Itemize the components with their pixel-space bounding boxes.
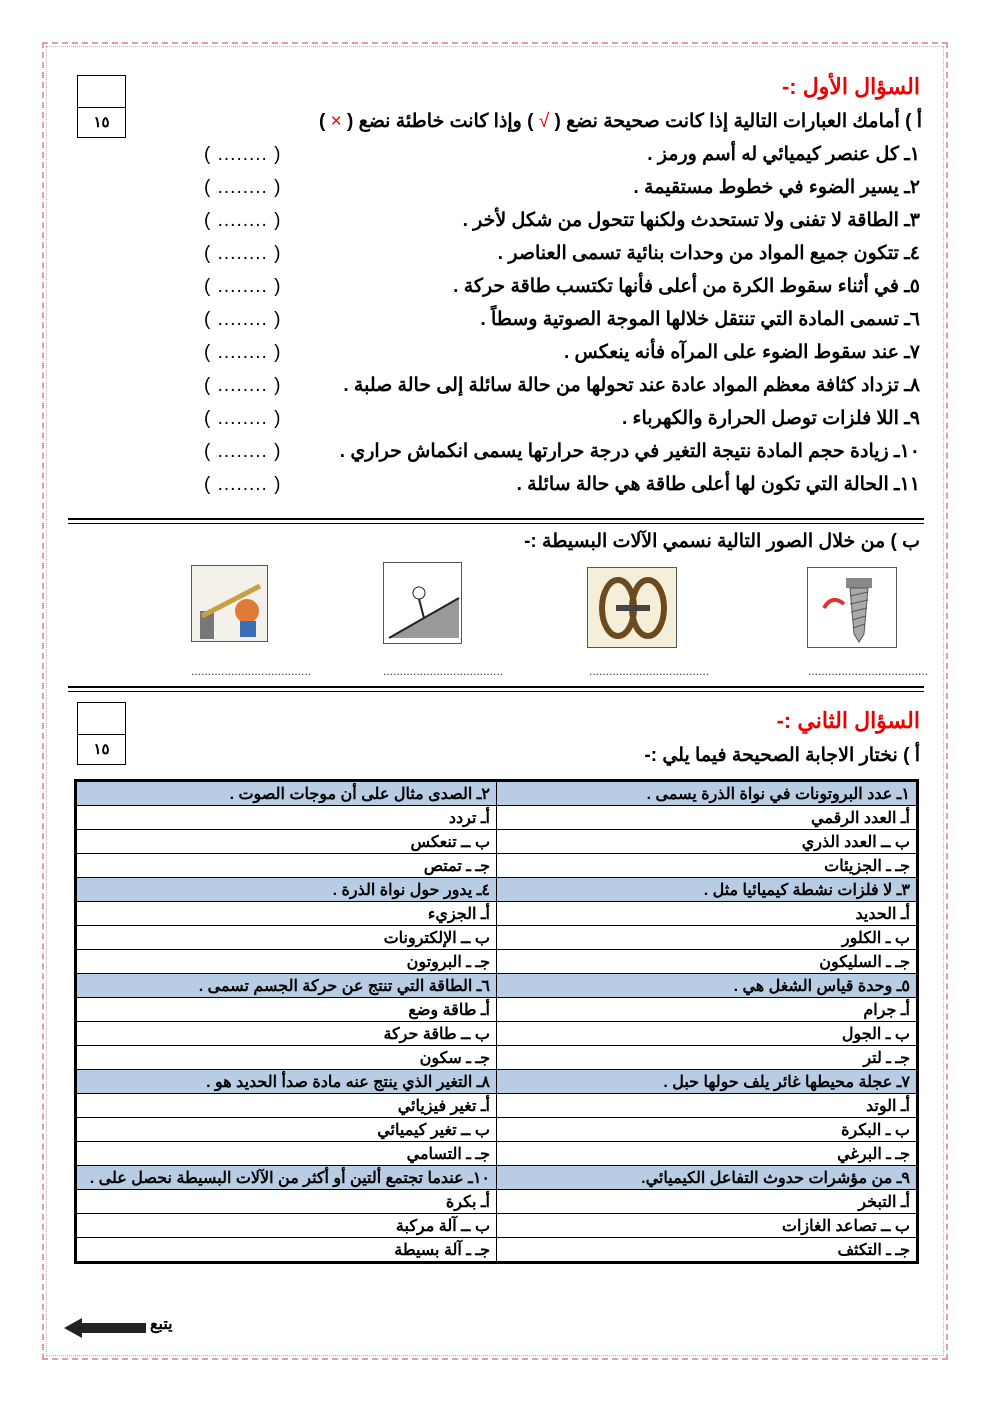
option-row <box>76 950 918 974</box>
lever-image <box>191 565 268 642</box>
option-row <box>76 1214 918 1238</box>
answer-option[interactable]: ب ـ البكرة <box>497 1118 918 1142</box>
question-row <box>76 878 918 902</box>
answer-option[interactable]: جـ ـ آلة بسيطة <box>76 1238 497 1263</box>
answer-option[interactable]: أـ تغير فيزيائي <box>76 1094 497 1118</box>
answer-option[interactable]: ب ــ العدد الذري <box>497 830 918 854</box>
answer-option[interactable]: جـ ـ الجزيئات <box>497 854 918 878</box>
answer-option[interactable]: أـ جرام <box>497 998 918 1022</box>
true-false-statement: ٣ـ الطاقة لا تفنى ولا تستحدث ولكنها تتحول من شكل لأخر . <box>462 210 920 231</box>
answer-option[interactable]: ب ــ تصاعد الغازات <box>497 1214 918 1238</box>
true-false-statement: ٧ـ عند سقوط الضوء على المرآه فأنه ينعكس . <box>563 342 920 363</box>
answer-option[interactable]: أـ طاقة وضع <box>76 998 497 1022</box>
continue-arrow-icon <box>64 1317 148 1344</box>
question-text: ١ـ عدد البروتونات في نواة الذرة يسمى . <box>497 781 918 806</box>
true-false-statement: ٦ـ تسمى المادة التي تنتقل خلالها الموجة الصوتية وسطاً . <box>480 309 920 330</box>
answer-option[interactable]: ب ـ الكلور <box>497 926 918 950</box>
question-text: ٣ـ لا فلزات نشطة كيميائيا مثل . <box>497 878 918 902</box>
answer-option[interactable]: ب ــ تنعكس <box>76 830 497 854</box>
answer-blank[interactable]: ( ........ ) <box>204 441 282 462</box>
wheel-and-axle-image <box>587 567 677 648</box>
question-text: ٩ـ من مؤشرات حدوث التفاعل الكيميائي. <box>497 1166 918 1190</box>
part-b-heading: ب ) من خلال الصور التالية نسمي الآلات البسيطة :- <box>524 531 920 552</box>
check-mark-icon: √ <box>538 111 550 132</box>
answer-line[interactable]: .................................... <box>808 664 929 678</box>
answer-option[interactable]: ب ــ تغير كيميائي <box>76 1118 497 1142</box>
answer-option[interactable]: جـ ـ سكون <box>76 1046 497 1070</box>
continue-label: يتبع <box>150 1316 173 1333</box>
inclined-plane-image <box>383 562 462 644</box>
answer-option[interactable]: ب ــ آلة مركبة <box>76 1214 497 1238</box>
answer-option[interactable]: جـ ـ تمتص <box>76 854 497 878</box>
answer-option[interactable]: جـ ـ لتر <box>497 1046 918 1070</box>
question-text: ٧ـ عجلة محيطها غائر يلف حولها حبل . <box>497 1070 918 1094</box>
q1-instructions <box>319 110 922 133</box>
section-divider <box>68 518 924 524</box>
question-text: ٨ـ التغير الذي ينتج عنه مادة صدأ الحديد هو . <box>76 1070 497 1094</box>
true-false-statement: ٨ـ تزداد كثافة معظم المواد عادة عند تحولها من حالة سائلة إلى حالة صلبة . <box>343 375 920 396</box>
score-value: ١٥ <box>93 741 110 758</box>
q2-title: السؤال الثاني :- <box>776 708 920 733</box>
option-row <box>76 854 918 878</box>
option-row <box>76 926 918 950</box>
intro-text: ) وإذا كانت خاطئة نضع ( <box>346 111 534 132</box>
answer-blank[interactable]: ( ........ ) <box>204 243 282 264</box>
section-divider <box>68 686 924 692</box>
question-text: ٦ـ الطاقة التي تنتج عن حركة الجسم تسمى . <box>76 974 497 998</box>
option-row <box>76 1046 918 1070</box>
answer-option[interactable]: جـ ـ التسامي <box>76 1142 497 1166</box>
answer-blank[interactable]: ( ........ ) <box>204 177 282 198</box>
question-text: ١٠ـ عندما تجتمع ألتين أو أكثر من الآلات البسيطة نحصل على . <box>76 1166 497 1190</box>
question-text: ٢ـ الصدى مثال على أن موجات الصوت . <box>76 781 497 806</box>
answer-option[interactable]: جـ ـ السليكون <box>497 950 918 974</box>
answer-option[interactable]: أـ بكرة <box>76 1190 497 1214</box>
answer-option[interactable]: ب ــ الإلكترونات <box>76 926 497 950</box>
answer-option[interactable]: أـ العدد الرقمي <box>497 806 918 830</box>
answer-blank[interactable]: ( ........ ) <box>204 210 282 231</box>
true-false-statement: ٢ـ يسير الضوء في خطوط مستقيمة . <box>633 177 920 198</box>
answer-line[interactable]: .................................... <box>191 664 312 678</box>
question-row <box>76 781 918 806</box>
answer-option[interactable]: ب ـ الجول <box>497 1022 918 1046</box>
question-row <box>76 974 918 998</box>
answer-option[interactable]: أـ الحديد <box>497 902 918 926</box>
answer-option[interactable]: جـ ـ البرغي <box>497 1142 918 1166</box>
option-row <box>76 1238 918 1263</box>
intro-text: ) <box>318 111 326 132</box>
option-row <box>76 1118 918 1142</box>
multiple-choice-table <box>74 779 919 1264</box>
option-row <box>76 998 918 1022</box>
true-false-statement: ١١ـ الحالة التي تكون لها أعلى طاقة هي حالة سائلة . <box>516 474 920 495</box>
answer-blank[interactable]: ( ........ ) <box>204 375 282 396</box>
answer-option[interactable]: أـ الجزيء <box>76 902 497 926</box>
score-box-q2 <box>77 702 126 765</box>
true-false-statement: ٤ـ تتكون جميع المواد من وحدات بنائية تسمى العناصر . <box>497 243 920 264</box>
intro-text: أ ) أمامك العبارات التالية إذا كانت صحيحة نضع ( <box>554 111 922 132</box>
answer-option[interactable]: أـ الوتد <box>497 1094 918 1118</box>
question-text: ٤ـ يدور حول نواة الذرة . <box>76 878 497 902</box>
q2-instructions: أ ) نختار الاجابة الصحيحة فيما يلي :- <box>644 745 920 766</box>
answer-option[interactable]: أـ التبخر <box>497 1190 918 1214</box>
q1-title: السؤال الأول :- <box>781 74 920 99</box>
answer-option[interactable]: ب ــ طاقة حركة <box>76 1022 497 1046</box>
option-row <box>76 1142 918 1166</box>
score-value: ١٥ <box>93 114 110 131</box>
score-box-q1 <box>77 75 126 138</box>
answer-blank[interactable]: ( ........ ) <box>204 144 282 165</box>
true-false-statement: ١ـ كل عنصر كيميائي له أسم ورمز . <box>647 144 920 165</box>
true-false-statement: ١٠ـ زيادة حجم المادة نتيجة التغير في درجة حرارتها يسمى انكماش حراري . <box>339 441 920 462</box>
answer-blank[interactable]: ( ........ ) <box>204 276 282 297</box>
screw-image <box>807 567 897 648</box>
option-row <box>76 1022 918 1046</box>
true-false-statement: ٩ـ اللا فلزات توصل الحرارة والكهرباء . <box>621 408 920 429</box>
cross-mark-icon: × <box>330 111 342 132</box>
option-row <box>76 830 918 854</box>
question-text: ٥ـ وحدة قياس الشغل هي . <box>497 974 918 998</box>
option-row <box>76 1094 918 1118</box>
option-row <box>76 806 918 830</box>
answer-blank[interactable]: ( ........ ) <box>204 309 282 330</box>
question-row <box>76 1070 918 1094</box>
answer-line[interactable]: .................................... <box>383 664 504 678</box>
answer-blank[interactable]: ( ........ ) <box>204 408 282 429</box>
question-row <box>76 1166 918 1190</box>
option-row <box>76 902 918 926</box>
true-false-statement: ٥ـ في أثناء سقوط الكرة من أعلى فأنها تكتسب طاقة حركة . <box>453 276 920 297</box>
answer-option[interactable]: أـ تردد <box>76 806 497 830</box>
answer-line[interactable]: .................................... <box>589 664 710 678</box>
answer-option[interactable]: جـ ـ البروتون <box>76 950 497 974</box>
answer-blank[interactable]: ( ........ ) <box>204 342 282 363</box>
option-row <box>76 1190 918 1214</box>
answer-blank[interactable]: ( ........ ) <box>204 474 282 495</box>
answer-option[interactable]: جـ ـ التكثف <box>497 1238 918 1263</box>
